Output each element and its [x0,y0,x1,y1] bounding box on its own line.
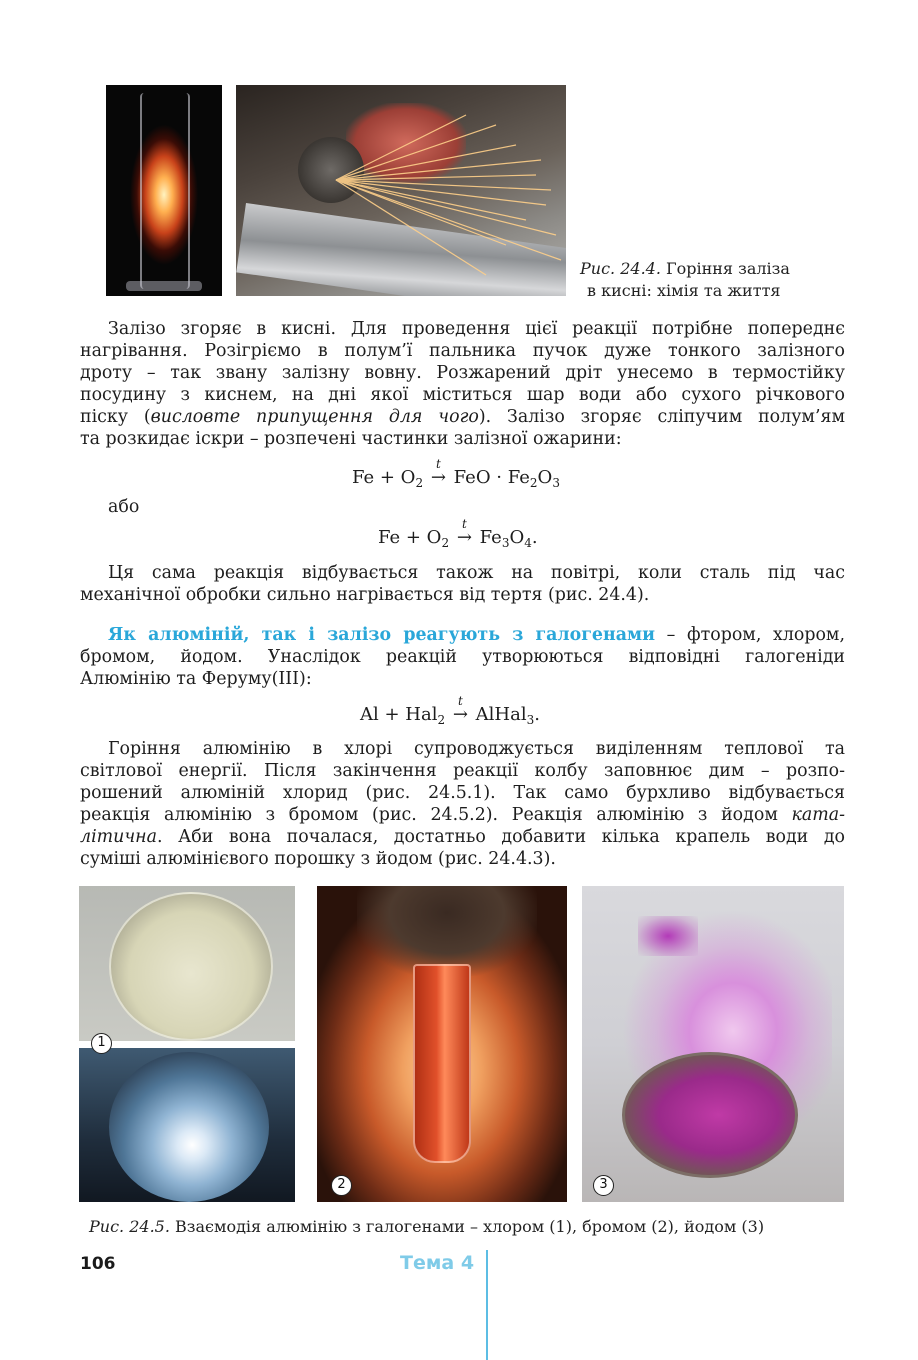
photo-aluminium-chlorine-flask [79,886,295,1041]
iodine-vapour-dark [638,916,698,956]
eq-term: O [537,467,553,488]
text-line: Горіння алюмінію в хлорі супроводжується виділенням теплової та [108,739,845,759]
reaction-arrow: t → [451,703,470,727]
photo-iron-burning-in-jar [106,85,222,296]
eq-subscript: 2 [441,536,450,550]
figure-24-5-caption [89,1216,849,1238]
page-number: 106 [80,1254,116,1274]
figure-marker-2: 2 [331,1175,352,1196]
paragraph-halogens [80,624,845,690]
footer-divider [486,1250,488,1360]
paragraph-steel-friction [80,562,845,606]
eq-subscript: 3 [552,476,560,490]
word-or: або [108,497,140,517]
figure-marker-1: 1 [91,1033,112,1054]
text-line: бромом, йодом. Унаслідок реакцій утворюються відповідні галогеніди [80,647,845,667]
text-line: рошений алюміній хлорид (рис. 24.5.1). Так само бурхливо відбувається [80,783,845,803]
bright-flash [109,1052,269,1202]
text-line [80,804,845,826]
text-fragment: – фтором, хлором, [654,625,845,645]
text-line [80,624,845,646]
topic-label: Тема 4 [400,1252,475,1274]
photo-aluminium-bromine [317,886,567,1202]
caption-text-line1: Горіння заліза [666,259,790,278]
eq-term: Fe [479,527,502,548]
test-tube [413,964,471,1163]
reaction-arrow: t → [429,466,448,490]
italic-term: літична [80,827,157,847]
photo-aluminium-chlorine-flash [79,1048,295,1202]
text-line: Алюмінію та Феруму(III): [80,669,312,689]
reaction-arrow: t → [455,526,474,550]
arrow-label-temperature: t [435,457,441,471]
text-fragment: . Аби вона почалася, достатньо добавити кілька крапель води до [156,827,845,847]
text-line: та розкидає іскри – розпечені частинки залізної ожарини: [80,429,622,449]
text-line: суміші алюмінієвого порошку з йодом (рис. 24.4.3). [80,849,556,869]
figure-number: Рис. 24.5. [89,1217,170,1236]
equation-fe-feo-fe2o3 [352,457,560,490]
text-line: дроту – так звану залізну вовну. Розжарений дріт унесемо в термостійку [80,363,845,383]
eq-subscript: 2 [529,476,538,490]
text-line: нагрівання. Розігріємо в полум’ї пальника пучок дуже тонкого залізного [80,341,845,361]
eq-subscript: 2 [415,476,424,490]
arrow-label-temperature: t [461,517,467,531]
text-line: світлової енергії. Після закінчення реакції колбу заповнює дим – розпо- [80,761,845,781]
caption-text-line2: в кисні: хімія та життя [587,281,781,300]
paragraph-aluminium-halogen-reactions [80,738,845,870]
text-line: механічної обробки сильно нагрівається від тертя (рис. 24.4). [80,585,650,605]
dish [622,1052,798,1178]
smoke [357,886,537,976]
eq-subscript: 3 [501,536,510,550]
eq-period: . [534,704,540,725]
text-line: Ця сама реакція відбувається також на повітрі, коли сталь під час [108,563,845,583]
photo-grinding-sparks [236,85,566,296]
text-line [80,826,845,848]
eq-term: Al + Hal [360,704,438,725]
italic-term: ката- [791,805,845,825]
text-fragment: реакція алюмінію з бромом (рис. 24.5.2). Реакція алюмінію з йодом [80,805,792,825]
sparks-graphic [236,85,566,296]
flask [109,892,273,1041]
eq-term: Fe + O [352,467,416,488]
paragraph-iron-combustion [80,318,845,450]
text-line: Залізо згоряє в кисні. Для проведення цієї реакції потрібне попереднє [108,319,845,339]
figure-marker-3: 3 [593,1175,614,1196]
eq-subscript: 4 [524,536,532,550]
eq-term: FeO · Fe [453,467,530,488]
text-fragment: ). Залізо згоряє сліпучим полум’ям [478,407,845,427]
eq-term: Fe + O [378,527,442,548]
eq-subscript: 3 [526,713,535,727]
cylinder-base [126,281,202,291]
text-fragment: піску ( [80,407,151,427]
eq-subscript: 2 [437,713,446,727]
eq-term: AlHal [475,704,527,725]
text-line: посудину з киснем, на дні якої міститься шар води або сухого річкового [80,385,845,405]
glass-cylinder [140,93,190,289]
figure-number: Рис. 24.4. [580,259,661,278]
text-line [80,406,845,428]
eq-term: O [509,527,525,548]
highlighted-statement: Як алюміній, так і залізо реагують з галогенами [108,625,655,645]
equation-al-halogen [360,694,540,727]
eq-period: . [531,527,538,548]
photo-aluminium-iodine [582,886,844,1202]
italic-question: висловте припущення для чого [150,407,479,427]
equation-fe-fe3o4 [378,517,538,550]
figure-24-4-caption [580,258,830,302]
arrow-label-temperature: t [457,694,463,708]
caption-text: Взаємодія алюмінію з галогенами – хлором (1), бромом (2), йодом (3) [169,1217,765,1236]
